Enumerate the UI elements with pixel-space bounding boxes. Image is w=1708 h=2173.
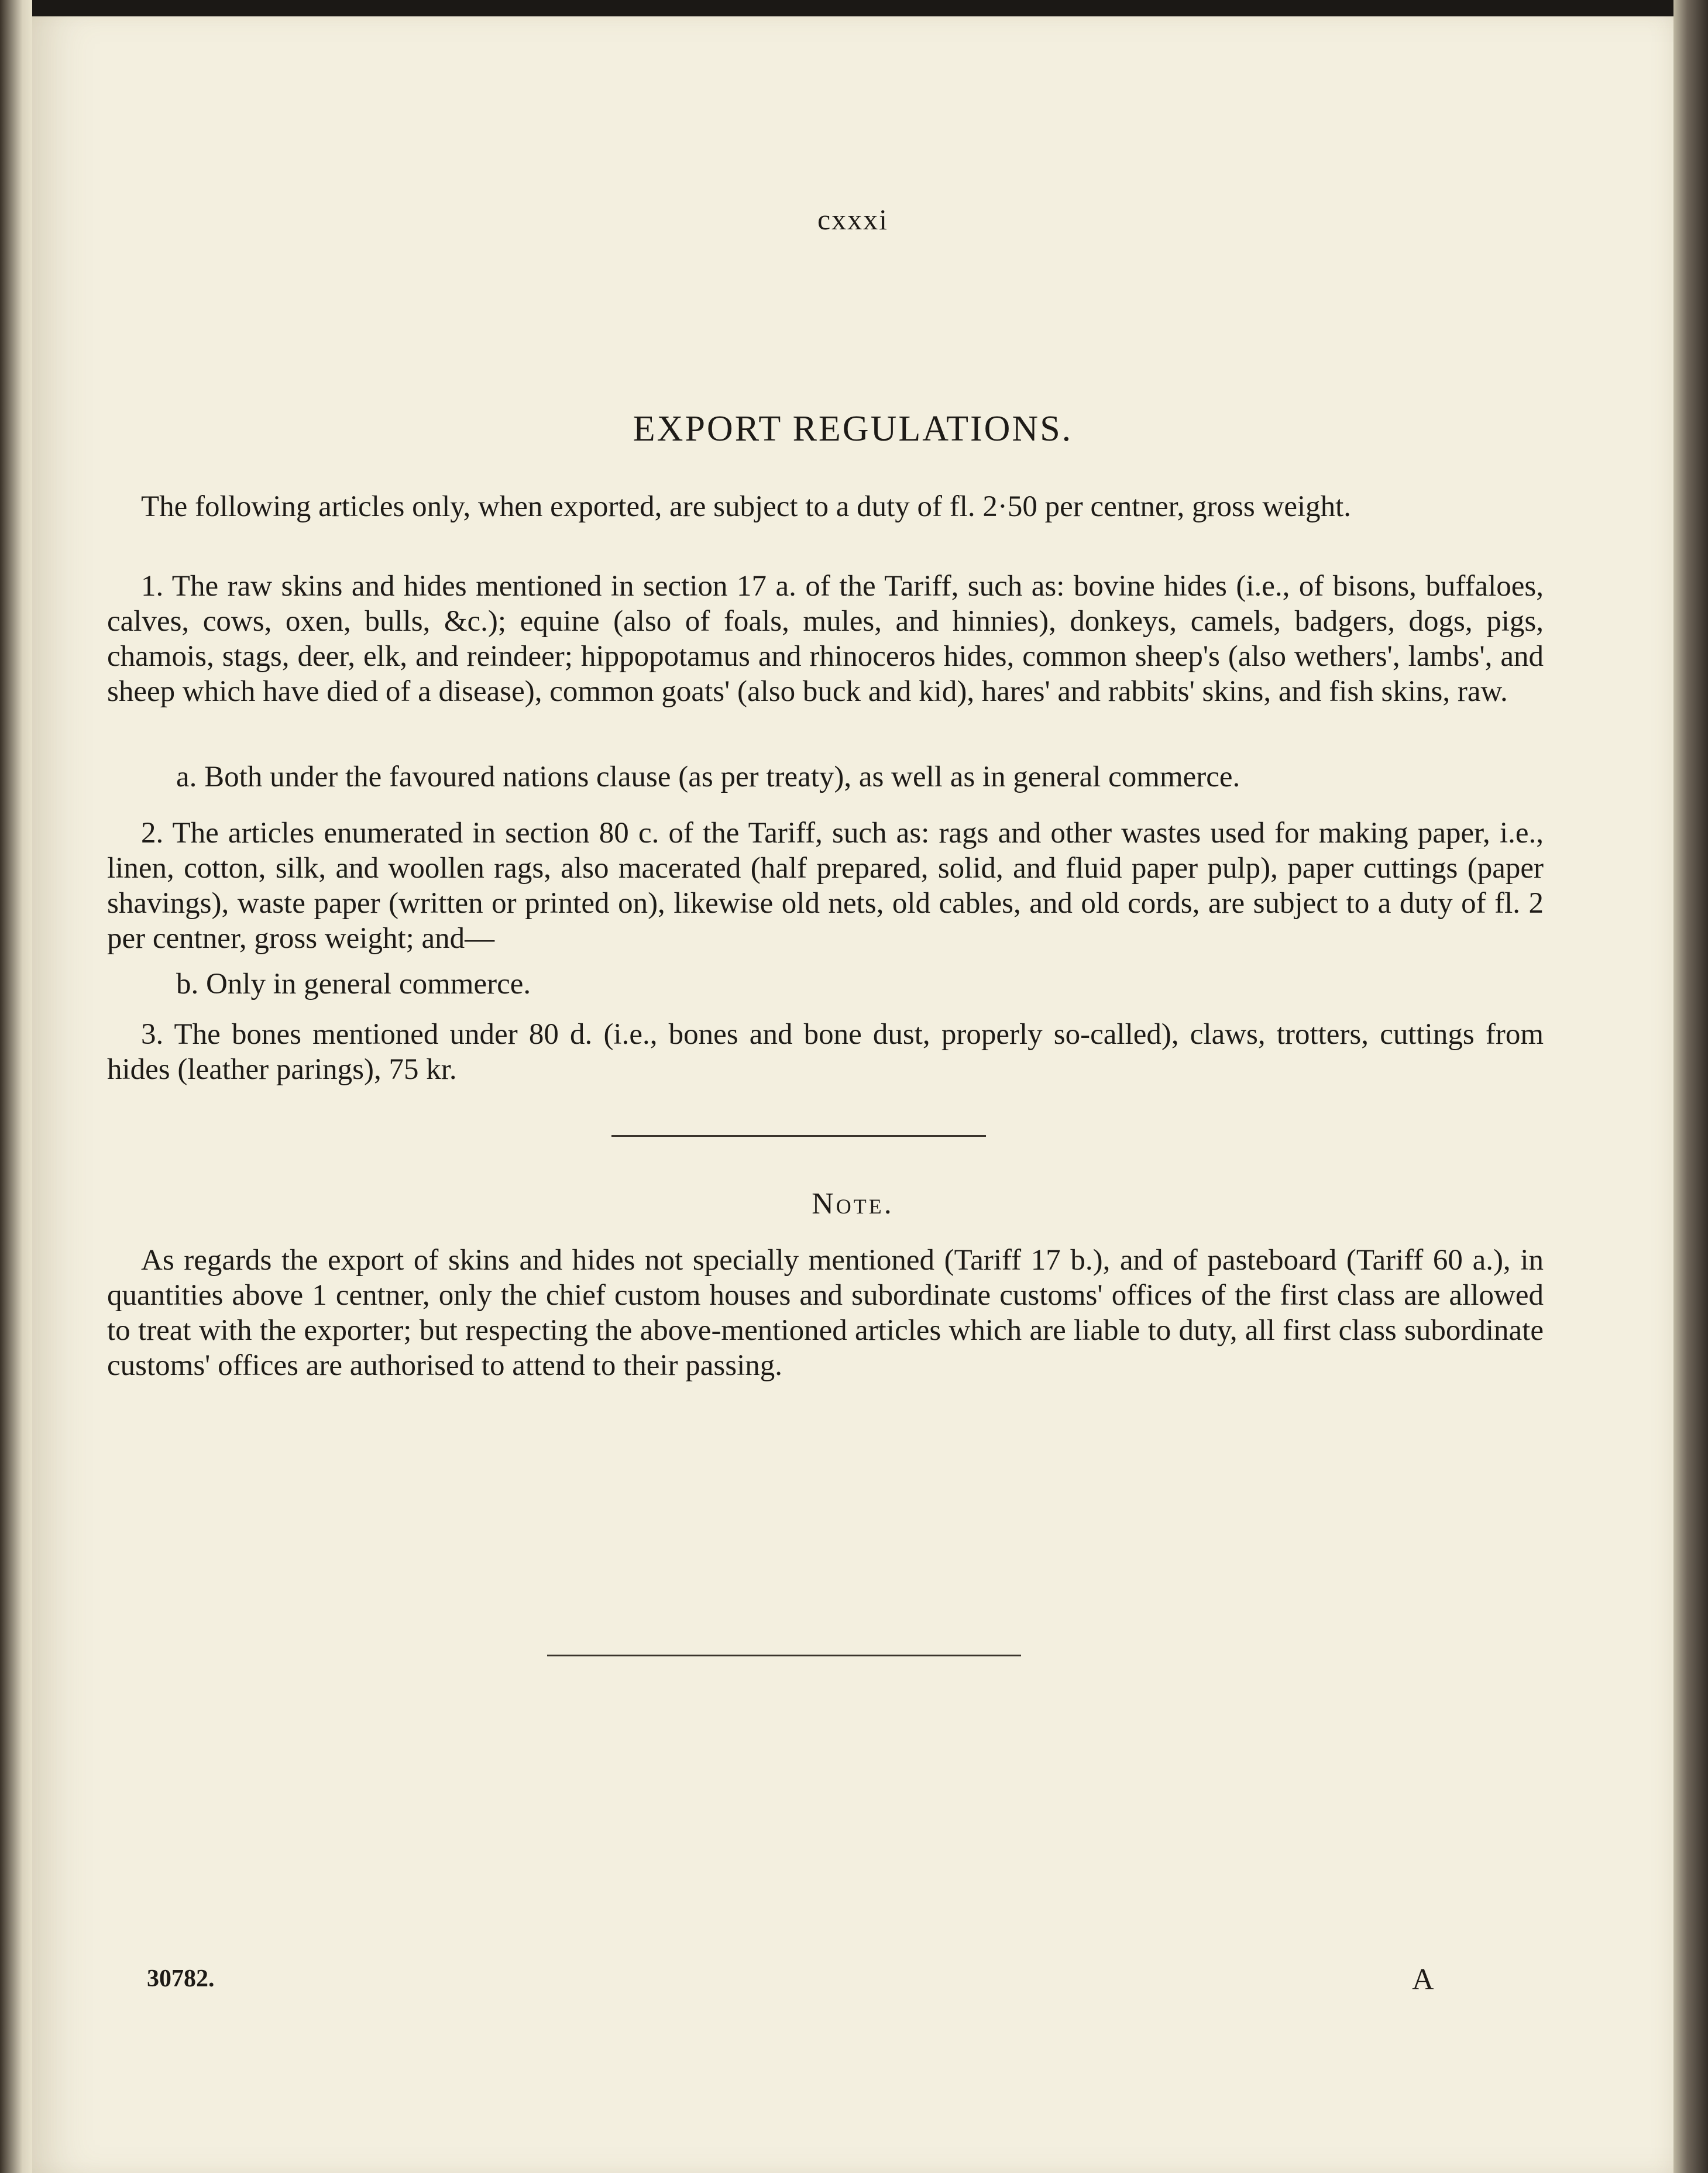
item-1a-paragraph: a. Both under the favoured nations clause (as per treaty), as well as in general commerce. [176,761,1240,793]
printer-signature: 30782. [147,1965,215,1992]
note-paragraph: As regards the export of skins and hides not specially mentioned (Tariff 17 b.), and of pasteboard (Tariff 60 a.), in quantities above 1 centner, only the chief custom houses and subordinate customs' offices of the first class are allowed to treat with the exporter; but respecting the above-mentioned articles which are liable to duty, all first class subordinate customs' offices are authorised to attend to their passing. [107,1244,1544,1382]
page-folio: cxxxi [817,203,889,236]
page-right-edge [1673,0,1708,2173]
body-intro [107,489,1544,524]
item-1-paragraph: 1. The raw skins and hides mentioned in section 17 a. of the Tariff, such as: bovine hides (i.e., of bisons, buffaloes, calves, cows, oxen, bulls, &c.); equine (also of foals, mules, and hinnies), donkeys, camels, badgers, dogs, pigs, chamois, stags, deer, elk, and reindeer; hippopotamus and rhinoceros hides, common sheep's (also wethers', lambs', and sheep which have died of a disease), common goats' (also buck and kid), hares' and rabbits' skins, and fish skins, raw. [107,570,1544,708]
section-divider [611,1135,986,1137]
page-top-edge [0,0,1708,16]
item-2b-paragraph: b. Only in general commerce. [176,968,531,1000]
body-item-1 [107,569,1544,709]
sheet-signature: A [1412,1963,1434,1996]
note-heading: Note. [812,1187,894,1220]
book-page [32,16,1673,2173]
item-2-paragraph: 2. The articles enumerated in section 80 c. of the Tariff, such as: rags and other wastes used for making paper, i.e., linen, cotton, silk, and woollen rags, also macerated (half prepared, solid, and fluid paper pulp), paper cuttings (paper shavings), waste paper (written or printed on), likewise old nets, old cables, and old cords, are subject to a duty of fl. 2 per centner, gross weight; and— [107,817,1544,955]
note-body [107,1243,1544,1383]
page-title: EXPORT REGULATIONS. [633,409,1073,449]
body-item-2 [107,816,1544,956]
item-3-paragraph: 3. The bones mentioned under 80 d. (i.e., bones and bone dust, properly so-called), claws, trotters, cuttings from hides (leather parings), 75 kr. [107,1018,1544,1086]
end-divider [547,1655,1021,1656]
body-item-2b [107,967,1544,1002]
body-item-1a [107,759,1544,795]
body-item-3 [107,1017,1544,1087]
intro-paragraph: The following articles only, when exported, are subject to a duty of fl. 2·50 per centner, gross weight. [141,490,1352,523]
book-binding [0,0,32,2173]
